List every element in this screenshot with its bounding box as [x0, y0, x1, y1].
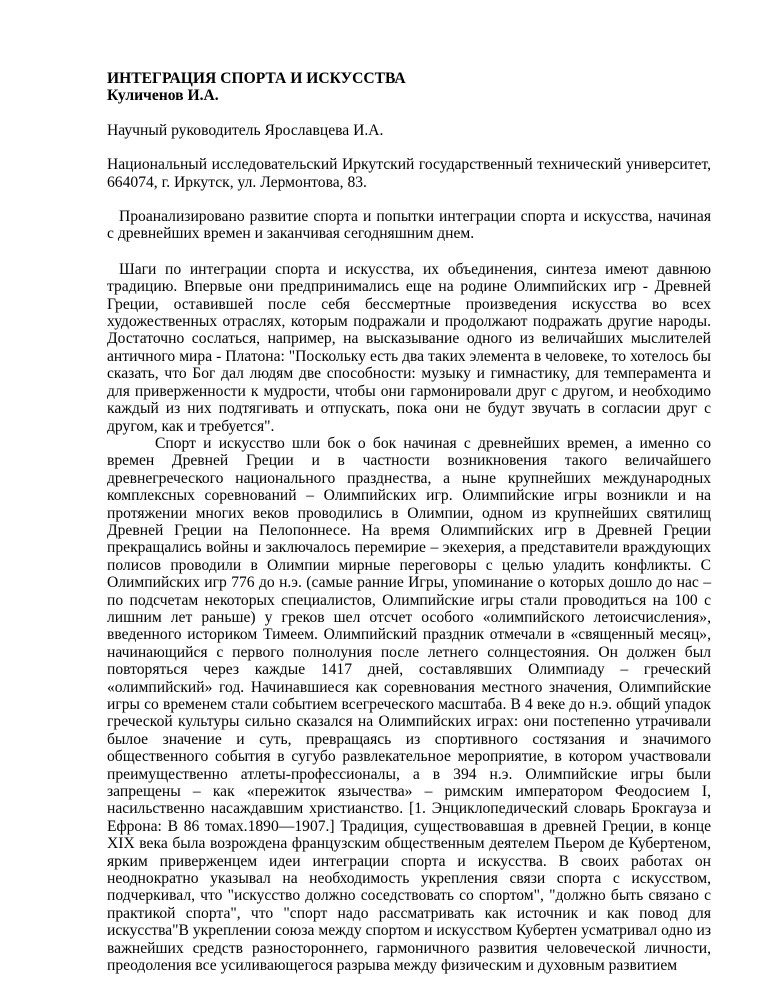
- body-paragraph-1: Шаги по интеграции спорта и искусства, их объединения, синтеза имеют давнюю традицию. Впервые они предпринимались еще на родине Олимпийских игр - Древней Греции, оставившей после себя бессмертные произведения искусства во всех художественных отраслях, которым подражали и продолжают подражать другие народы. Достаточно сослаться, например, на высказывание одного из величайших мыслителей античного мира - Платона: "Поскольку есть два таких элемента в человеке, то хотелось бы сказать, что Бог дал людям две способности: музыку и гимнастику, для темперамента и для приверженности к мудрости, чтобы они гармонировали друг с другом, и необходимо каждый из них подтягивать и отпускать, пока они не будут звучать в согласии друг с другом, как и требуется".: [107, 260, 711, 435]
- body-paragraph-2: Спорт и искусство шли бок о бок начиная с древнейших времен, а именно со времен Древней Греции и в частности возникновения такого величайшего древнегреческого национального празднества, а ныне крупнейших международных комплексных соревнований – Олимпийских игр. Олимпийские игры возникли и на протяжении многих веков проводились в Олимпии, одном из крупнейших святилищ Древней Греции на Пелопоннесе. На время Олимпийских игр в Древней Греции прекращались войны и заключалось перемирие – экехерия, а представители враждующих полисов проводили в Олимпии мирные переговоры с целью уладить конфликты. С Олимпийских игр 776 до н.э. (самые ранние Игры, упоминание о которых дошло до нас – по подсчетам некоторых специалистов, Олимпийские игры стали проводиться на 100 с лишним лет раньше) у греков шел отсчет особого «олимпийского летоисчисления», введенного историком Тимеем. Олимпийский праздник отмечали в «священный месяц», начинающийся с первого полнолуния после летнего солнцестояния. Он должен был повторяться через каждые 1417 дней, составлявших Олимпиаду – греческий «олимпийский» год. Начинавшиеся как соревнования местного значения, Олимпийские игры со временем стали событием всегреческого масштаба. В 4 веке до н.э. общий упадок греческой культуры сильно сказался на Олимпийских играх: они постепенно утрачивали былое значение и суть, превращаясь из спортивного состязания и значимого общественного события в сугубо развлекательное мероприятие, в котором участвовали преимущественно атлеты-профессионалы, а в 394 н.э. Олимпийские игры были запрещены – как «пережиток язычества» – римским императором Феодосием I, насильственно насаждавшим христианство. [1. Энциклопедический словарь Брокгауза и Ефрона: В 86 томах.1890—1907.] Традиция, существовавшая в древней Греции, в конце XIX века была возрождена французским общественным деятелем Пьером де Кубертеном, ярким приверженцем идеи интеграции спорта и искусства. В своих работах он неоднократно указывал на необходимость укрепления связи спорта с искусством, подчеркивал, что "искусство должно соседствовать со спортом", "должно быть связано с практикой спорта", что "спорт надо рассматривать как источник и как повод для искусства"В укреплении союза между спортом и искусством Кубертен усматривал одно из важнейших средств разностороннего, гармоничного развития человеческой личности, преодоления все усиливающегося разрыва между физическим и духовным развитием: [107, 434, 711, 975]
- document-body: [107, 70, 711, 975]
- paper-author: Куличенов И.А.: [107, 87, 219, 105]
- abstract-paragraph: Проанализировано развитие спорта и попытки интеграции спорта и искусства, начиная с древнейших времен и заканчивая сегодняшним днем.: [107, 208, 711, 243]
- affiliation-line: Национальный исследовательский Иркутский государственный технический университет, 664074, г. Иркутск, ул. Лермонтова, 83.: [107, 156, 711, 191]
- paper-title: ИНТЕГРАЦИЯ СПОРТА И ИСКУССТВА: [107, 70, 406, 87]
- supervisor-line: Научный руководитель Ярославцева И.А.: [107, 121, 384, 139]
